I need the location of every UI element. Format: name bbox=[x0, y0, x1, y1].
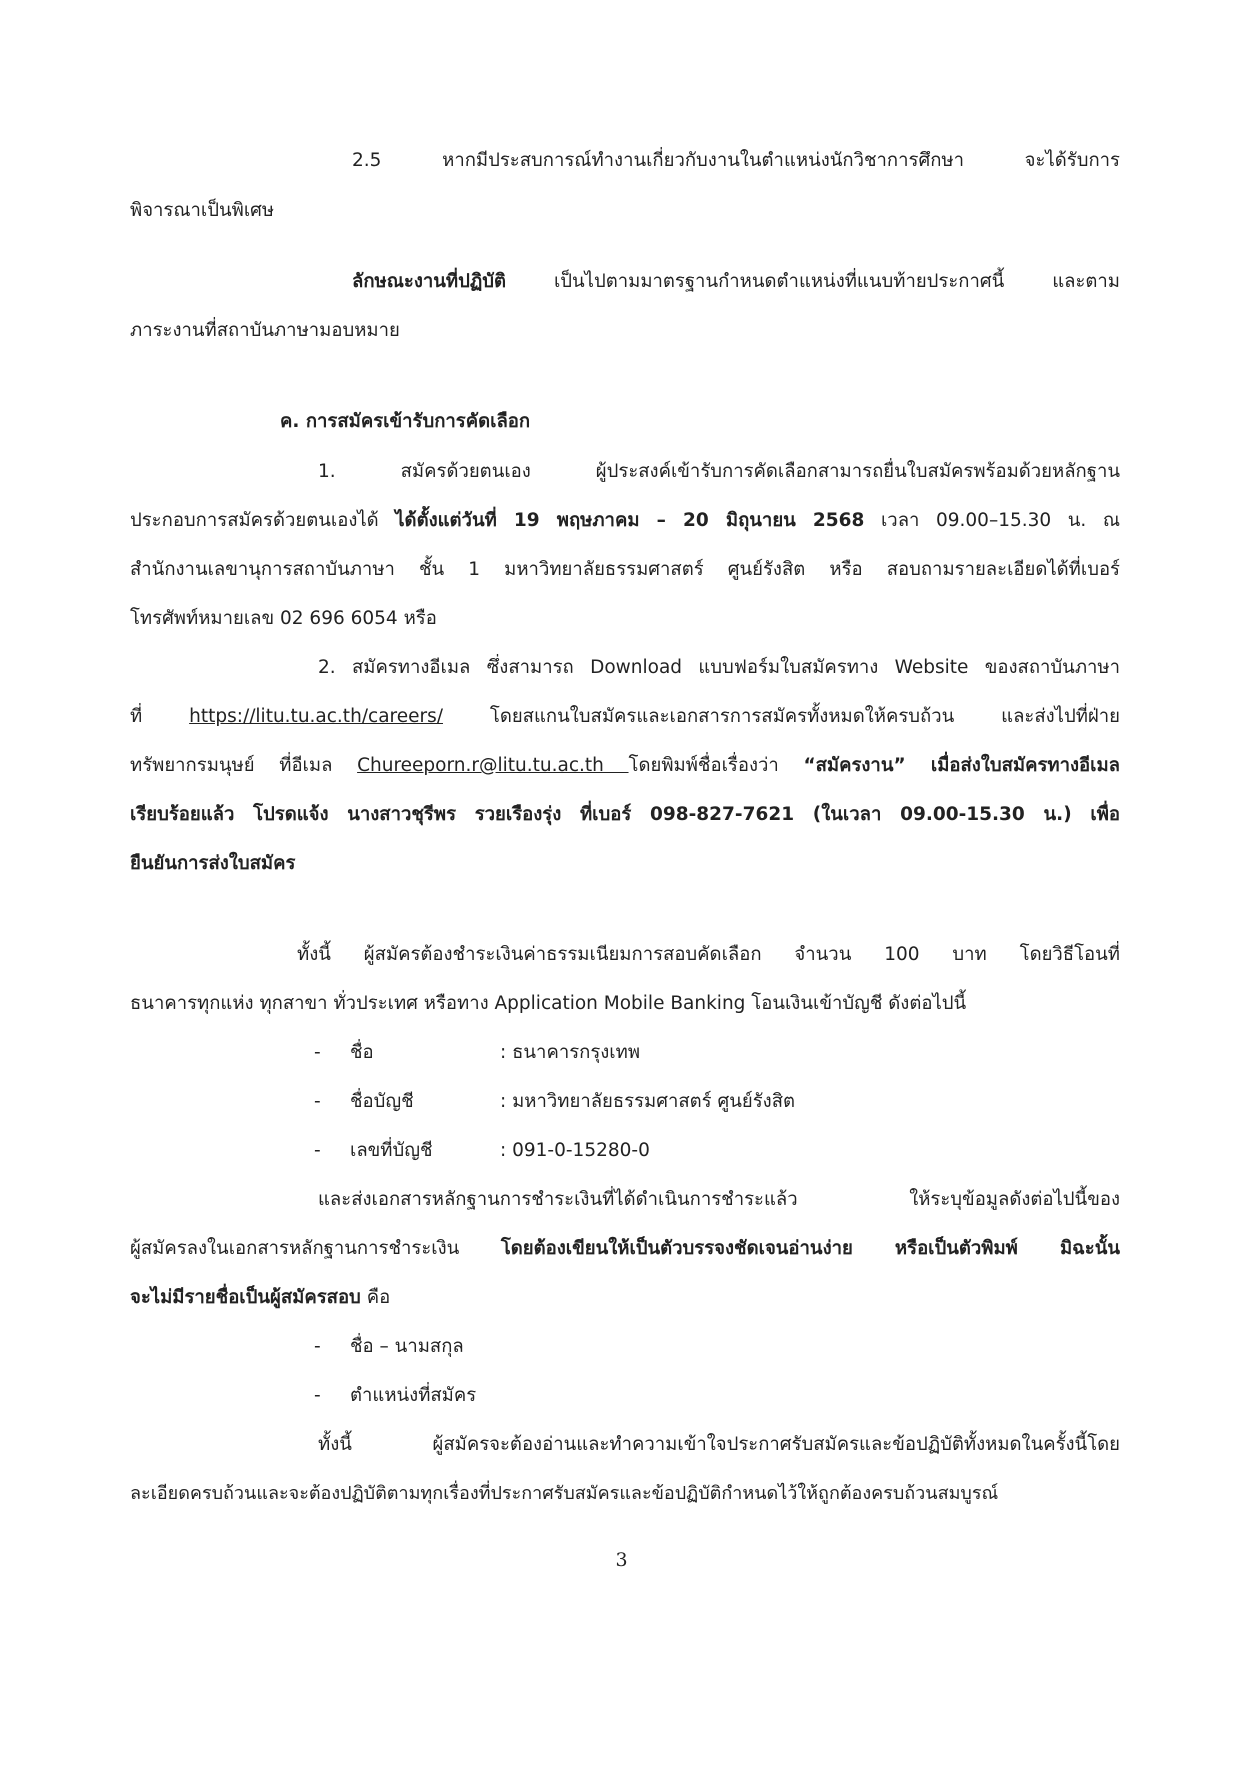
closing-line2: ละเอียดครบถ้วนและจะต้องปฏิบัติตามทุกเรื่องที่ประกาศรับสมัครและข้อปฏิบัติกำหนดไว้ให้ถูกต้องครบถ้วนสมบูรณ์ bbox=[130, 1483, 999, 1504]
fee-line1: ทั้งนี้ ผู้สมัครต้องชำระเงินค่าธรรมเนียมการสอบคัดเลือก จำนวน 100 บาท โดยวิธีโอนที่ bbox=[297, 944, 1120, 965]
bank-item-label: ชื่อ bbox=[350, 1042, 374, 1063]
required-position-dash: - bbox=[314, 1385, 321, 1406]
email-subject: “สมัครงาน” bbox=[803, 755, 906, 776]
item1-line4: โทรศัพท์หมายเลข 02 696 6054 หรือ bbox=[130, 608, 437, 629]
required-position: ตำแหน่งที่สมัคร bbox=[350, 1385, 477, 1406]
item1-date-range: ได้ตั้งแต่วันที่ 19 พฤษภาคม – 20 มิถุนายน 2568 bbox=[395, 510, 865, 531]
evidence-line2-pre: ผู้สมัครลงในเอกสารหลักฐานการชำระเงิน bbox=[130, 1238, 501, 1259]
job-nature-line2: ภาระงานที่สถาบันภาษามอบหมาย bbox=[130, 320, 400, 341]
job-nature-label: ลักษณะงานที่ปฏิบัติ bbox=[352, 271, 507, 292]
account-number-value: : 091-0-15280-0 bbox=[500, 1140, 650, 1161]
account-name-value: : มหาวิทยาลัยธรรมศาสตร์ ศูนย์รังสิต bbox=[500, 1091, 795, 1112]
email-link[interactable]: Chureeporn.r@litu.tu.ac.th bbox=[357, 755, 629, 776]
bank-item-value: : ธนาคารกรุงเทพ bbox=[500, 1042, 641, 1063]
item2-line4: เรียบร้อยแล้ว โปรดแจ้ง นางสาวชุรีพร รวยเรืองรุ่ง ที่เบอร์ 098-827-7621 (ในเวลา 09.00-15.30 น.) เพื่อ bbox=[130, 804, 1120, 825]
account-name-dash: - bbox=[314, 1091, 321, 1112]
item1-line1: 1. สมัครด้วยตนเอง ผู้ประสงค์เข้ารับการคัดเลือกสามารถยื่นใบสมัครพร้อมด้วยหลักฐาน bbox=[318, 461, 1120, 482]
evidence-line2 bbox=[130, 1236, 1120, 1262]
evidence-line3-post: คือ bbox=[360, 1287, 391, 1308]
item2-line2 bbox=[130, 704, 1120, 730]
careers-link[interactable]: https://litu.tu.ac.th/careers/ bbox=[189, 706, 443, 727]
section-c-heading: ค. การสมัครเข้ารับการคัดเลือก bbox=[280, 411, 531, 432]
account-number-label: เลขที่บัญชี bbox=[350, 1140, 433, 1161]
job-nature-line1 bbox=[352, 269, 1120, 295]
item1-line2 bbox=[130, 508, 1120, 534]
item2-line3-pre: ทรัพยากรมนุษย์ ที่อีเมล bbox=[130, 755, 358, 776]
item2-line2-post: โดยสแกนใบสมัครและเอกสารการสมัครทั้งหมดให้ครบถ้วน และส่งไปที่ฝ่าย bbox=[442, 706, 1120, 727]
fee-line2: ธนาคารทุกแห่ง ทุกสาขา ทั่วประเทศ หรือทาง Application Mobile Banking โอนเงินเข้าบัญชี ดังต่อไปนี้ bbox=[130, 993, 967, 1014]
evidence-line2-bold: โดยต้องเขียนให้เป็นตัวบรรจงชัดเจนอ่านง่าย หรือเป็นตัวพิมพ์ มิฉะนั้น bbox=[500, 1238, 1120, 1259]
item2-line3-mid: โดยพิมพ์ชื่อเรื่องว่า bbox=[628, 755, 804, 776]
item1-line2-post: เวลา 09.00–15.30 น. ณ bbox=[864, 510, 1120, 531]
item2-line3-bold: เมื่อส่งใบสมัครทางอีเมล bbox=[905, 755, 1120, 776]
item1-line3: สำนักงานเลขานุการสถาบันภาษา ชั้น 1 มหาวิทยาลัยธรรมศาสตร์ ศูนย์รังสิต หรือ สอบถามรายละเอียดได้ที่เบอร์ bbox=[130, 559, 1120, 580]
para-2-5-line1: 2.5 หากมีประสบการณ์ทำงานเกี่ยวกับงานในตำแหน่งนักวิชาการศึกษา จะได้รับการ bbox=[352, 150, 1120, 171]
evidence-line3 bbox=[130, 1285, 1120, 1311]
item2-line2-pre: ที่ bbox=[130, 706, 190, 727]
item2-line5: ยืนยันการส่งใบสมัคร bbox=[130, 853, 296, 874]
item2-line1: 2. สมัครทางอีเมล ซึ่งสามารถ Download แบบฟอร์มใบสมัครทาง Website ของสถาบันภาษา bbox=[318, 657, 1120, 678]
item2-line3 bbox=[130, 753, 1120, 779]
closing-line1: ทั้งนี้ ผู้สมัครจะต้องอ่านและทำความเข้าใจประกาศรับสมัครและข้อปฏิบัติทั้งหมดในครั้งนี้โดย bbox=[318, 1434, 1120, 1455]
account-number-dash: - bbox=[314, 1140, 321, 1161]
job-nature-text: เป็นไปตามมาตรฐานกำหนดตำแหน่งที่แนบท้ายประกาศนี้ และตาม bbox=[506, 271, 1120, 292]
evidence-line1: และส่งเอกสารหลักฐานการชำระเงินที่ได้ดำเนินการชำระแล้ว ให้ระบุข้อมูลดังต่อไปนี้ของ bbox=[318, 1189, 1120, 1210]
bank-item-dash: - bbox=[314, 1042, 321, 1063]
item1-line2-pre: ประกอบการสมัครด้วยตนเองได้ bbox=[130, 510, 396, 531]
para-2-5-line2: พิจารณาเป็นพิเศษ bbox=[130, 200, 275, 221]
page-number: 3 bbox=[615, 1549, 628, 1571]
evidence-line3-bold: จะไม่มีรายชื่อเป็นผู้สมัครสอบ bbox=[130, 1287, 361, 1308]
required-name-dash: - bbox=[314, 1336, 321, 1357]
required-name: ชื่อ – นามสกุล bbox=[350, 1336, 464, 1357]
account-name-label: ชื่อบัญชี bbox=[350, 1091, 414, 1112]
